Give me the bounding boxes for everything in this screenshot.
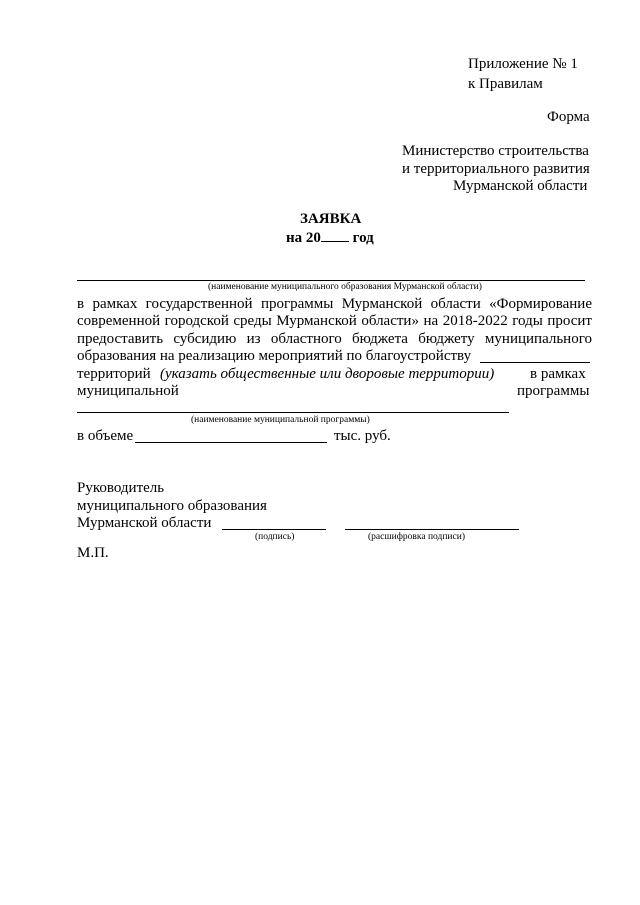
signature-caption: (подпись) — [255, 532, 295, 542]
volume-blank-line — [135, 442, 327, 443]
territory-type-hint: (указать общественные или дворовые территории) — [160, 366, 495, 382]
signatory-line-2: муниципального образования — [77, 498, 267, 514]
signature-decoding-caption: (расшифровка подписи) — [368, 532, 465, 542]
improvement-blank-line — [480, 362, 590, 363]
rules-label: к Правилам — [468, 76, 543, 92]
stamp-place: М.П. — [77, 545, 109, 561]
signature-blank-line — [222, 529, 326, 530]
year-suffix: год — [352, 230, 374, 246]
addressee-line-3: Мурманской области — [453, 178, 588, 194]
signatory-line-3: Мурманской области — [77, 515, 212, 531]
document-title: ЗАЯВКА — [300, 211, 362, 227]
form-label: Форма — [547, 109, 590, 125]
addressee-line-1: Министерство строительства — [402, 143, 589, 159]
program-name-line — [77, 412, 509, 413]
municipality-caption: (наименование муниципального образования Мурманской области) — [208, 282, 482, 292]
program-caption: (наименование муниципальной программы) — [191, 415, 370, 425]
municipality-name-line — [77, 280, 585, 281]
body-line-5-start: территорий — [77, 366, 151, 382]
body-line-2: современной городской среды Мурманской области» на 2018-2022 годы просит — [77, 313, 592, 329]
body-line-5-end: в рамках — [530, 366, 586, 382]
body-line-3: предоставить субсидию из областного бюджета бюджету муниципального — [77, 331, 592, 347]
year-prefix: на 20 — [286, 230, 321, 246]
body-line-6-end: программы — [517, 383, 590, 399]
addressee-line-2: и территориального развития — [402, 161, 590, 177]
body-line-1: в рамках государственной программы Мурманской области «Формирование — [77, 296, 592, 312]
appendix-label: Приложение № 1 — [468, 56, 578, 72]
year-blank — [321, 229, 349, 242]
volume-prefix: в объеме — [77, 428, 134, 444]
signature-decoding-blank-line — [345, 529, 519, 530]
volume-suffix: тыс. руб. — [334, 428, 391, 444]
body-line-4: образования на реализацию мероприятий по благоустройству — [77, 348, 472, 364]
body-line-6-start: муниципальной — [77, 383, 179, 399]
signatory-line-1: Руководитель — [77, 480, 165, 496]
year-line — [286, 229, 374, 247]
